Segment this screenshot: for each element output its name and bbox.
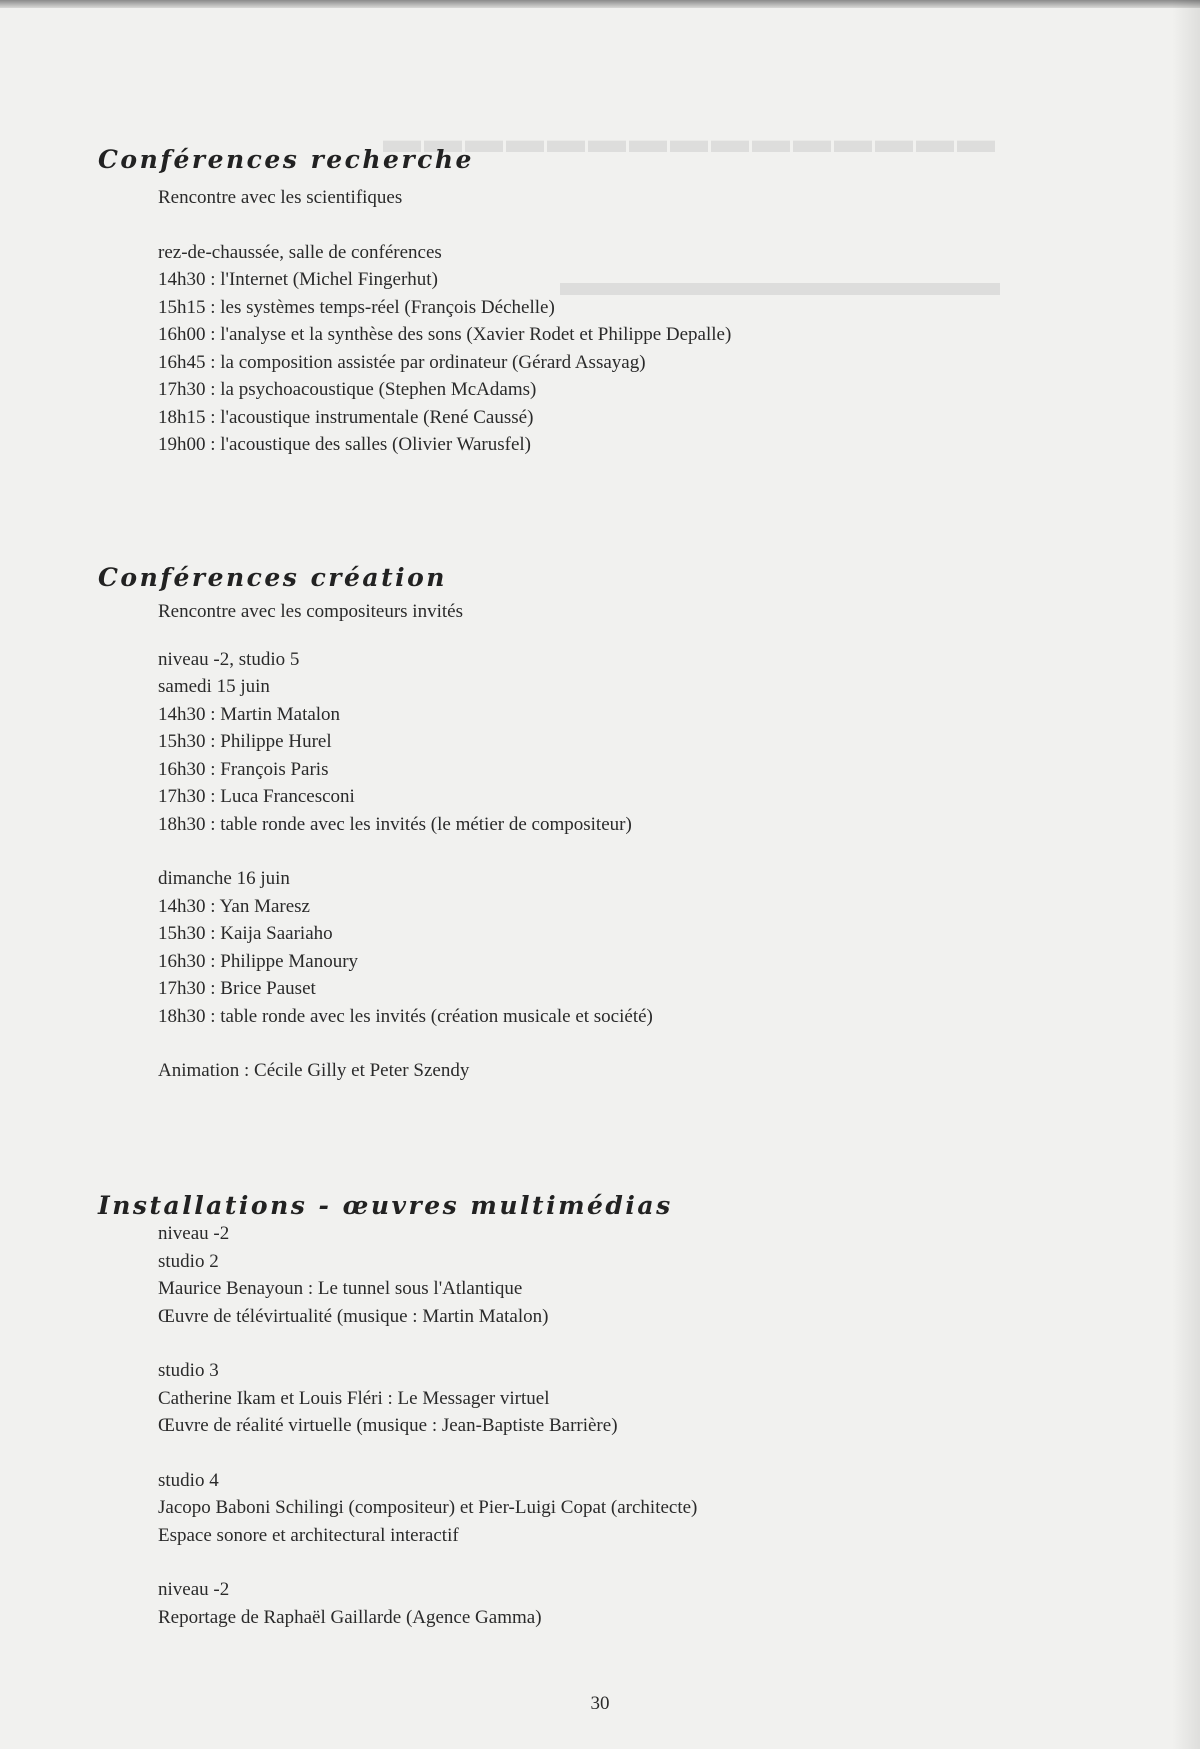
installation-line: Jacopo Baboni Schilingi (compositeur) et Pier-Luigi Copat (architecte) bbox=[158, 1497, 698, 1518]
installation-line: Maurice Benayoun : Le tunnel sous l'Atlantique bbox=[158, 1278, 523, 1299]
location-text: niveau -2, studio 5 bbox=[158, 648, 300, 670]
schedule-item: 14h30 : Yan Maresz bbox=[158, 895, 310, 917]
section-subtitle: Rencontre avec les compositeurs invités bbox=[158, 601, 463, 622]
schedule-item: 16h30 : François Paris bbox=[158, 758, 329, 780]
studio-label: studio 3 bbox=[158, 1360, 219, 1381]
level-label: niveau -2 bbox=[158, 1223, 230, 1244]
schedule-item: 14h30 : l'Internet (Michel Fingerhut) bbox=[158, 269, 438, 290]
schedule-item: 16h45 : la composition assistée par ordinateur (Gérard Assayag) bbox=[158, 351, 646, 373]
section-conferences-recherche bbox=[98, 144, 1098, 459]
schedule-item: 18h15 : l'acoustique instrumentale (René Caussé) bbox=[158, 406, 534, 428]
show-through-subtitle: ▬▬▬▬▬▬▬▬▬▬▬ bbox=[560, 259, 1000, 304]
schedule-item: 17h30 : Brice Pauset bbox=[158, 978, 316, 999]
schedule-item: 16h30 : Philippe Manoury bbox=[158, 950, 359, 972]
schedule-item: 15h30 : Kaija Saariaho bbox=[158, 923, 333, 944]
level-label: niveau -2 bbox=[158, 1579, 230, 1600]
section-body bbox=[158, 1220, 1098, 1631]
section-title: Conférences recherche bbox=[98, 145, 474, 174]
schedule-item: 16h00 : l'analyse et la synthèse des sons (Xavier Rodet et Philippe Depalle) bbox=[158, 324, 732, 345]
installation-line: Espace sonore et architectural interactif bbox=[158, 1524, 459, 1546]
schedule-item: 18h30 : table ronde avec les invités (création musicale et société) bbox=[158, 1005, 653, 1027]
studio-label: studio 4 bbox=[158, 1469, 219, 1491]
section-installations bbox=[98, 1190, 1098, 1631]
show-through-title: ▬▬▬▬▬▬▬▬▬▬▬▬▬▬▬ bbox=[380, 119, 995, 161]
section-body bbox=[158, 598, 1098, 1085]
section-title: Conférences création bbox=[98, 563, 447, 592]
section-conferences-creation bbox=[98, 562, 1098, 1085]
animation-credit: Animation : Cécile Gilly et Peter Szendy bbox=[158, 1060, 470, 1081]
schedule-item: 15h15 : les systèmes temps-réel (François Déchelle) bbox=[158, 296, 555, 318]
page-number: 30 bbox=[590, 1693, 610, 1714]
section-subtitle: Rencontre avec les scientifiques bbox=[158, 187, 403, 208]
installation-line: Catherine Ikam et Louis Fléri : Le Messager virtuel bbox=[158, 1387, 550, 1409]
installation-line: Reportage de Raphaël Gaillarde (Agence Gamma) bbox=[158, 1606, 542, 1628]
day-label: samedi 15 juin bbox=[158, 676, 270, 697]
section-body bbox=[158, 184, 1098, 459]
schedule-item: 14h30 : Martin Matalon bbox=[158, 703, 341, 725]
schedule-item: 19h00 : l'acoustique des salles (Olivier Warusfel) bbox=[158, 434, 532, 455]
installation-line: Œuvre de télévirtualité (musique : Martin Matalon) bbox=[158, 1305, 549, 1327]
section-title: Installations - œuvres multimédias bbox=[98, 1191, 673, 1220]
schedule-item: 17h30 : la psychoacoustique (Stephen McAdams) bbox=[158, 379, 537, 400]
location-text: rez-de-chaussée, salle de conférences bbox=[158, 241, 442, 263]
studio-label: studio 2 bbox=[158, 1250, 219, 1272]
schedule-item: 17h30 : Luca Francesconi bbox=[158, 786, 355, 807]
schedule-item: 18h30 : table ronde avec les invités (le métier de compositeur) bbox=[158, 813, 632, 835]
day-label: dimanche 16 juin bbox=[158, 868, 290, 889]
schedule-item: 15h30 : Philippe Hurel bbox=[158, 731, 332, 752]
installation-line: Œuvre de réalité virtuelle (musique : Jean-Baptiste Barrière) bbox=[158, 1415, 618, 1436]
